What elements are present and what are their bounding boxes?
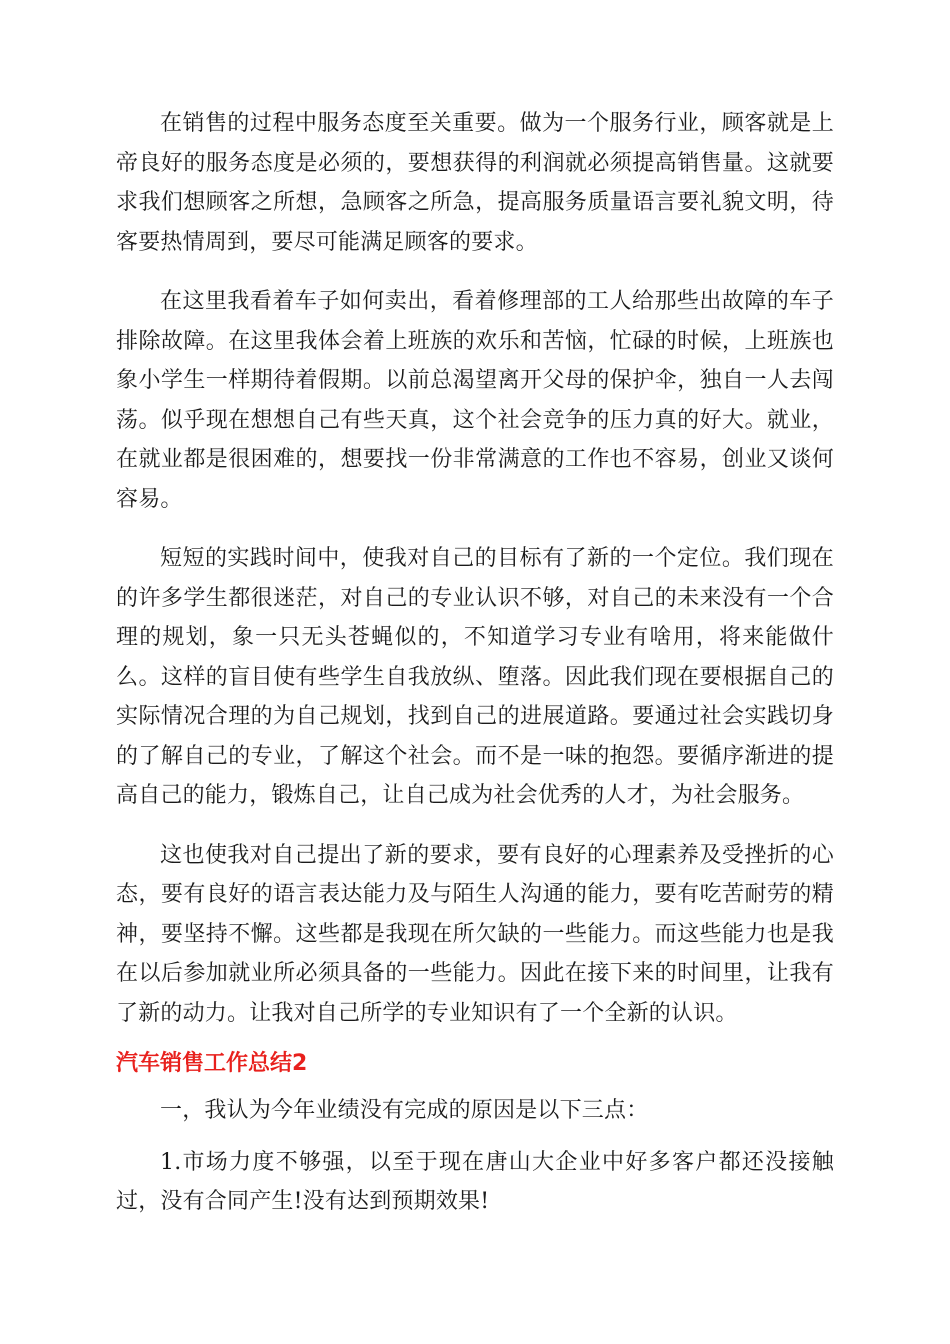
document-page xyxy=(116,104,834,1242)
paragraph-new-requirements: 这也使我对自己提出了新的要求，要有良好的心理素养及受挫折的心态，要有良好的语言表达能力及与陌生人沟通的能力，要有吃苦耐劳的精神，要坚持不懈。这些都是我现在所欠缺的一些能力。而这些能力也是我在以后参加就业所必须具备的一些能力。因此在接下来的时间里，让我有了新的动力。让我对自己所学的专业知识有了一个全新的认识。 xyxy=(116,842,834,1026)
paragraph-workplace-experience: 在这里我看着车子如何卖出，看着修理部的工人给那些出故障的车子排除故障。在这里我体会着上班族的欢乐和苦恼，忙碌的时候，上班族也象小学生一样期待着假期。以前总渴望离开父母的保护伞，独自一人去闯荡。似乎现在想想自己有些天真，这个社会竞争的压力真的好大。就业，在就业都是很困难的，想要找一份非常满意的工作也不容易，创业又谈何容易。 xyxy=(116,289,834,512)
paragraph-self-positioning: 短短的实践时间中，使我对自己的目标有了新的一个定位。我们现在的许多学生都很迷茫，对自己的专业认识不够，对自己的未来没有一个合理的规划，象一只无头苍蝇似的，不知道学习专业有啥用，将来能做什么。这样的盲目使有些学生自我放纵、堕落。因此我们现在要根据自己的实际情况合理的为自己规划，找到自己的进展道路。要通过社会实践切身的了解自己的专业，了解这个社会。而不是一味的抱怨。要循序渐进的提高自己的能力，锻炼自己，让自己成为社会优秀的人才，为社会服务。 xyxy=(116,546,834,808)
section-heading: 汽车销售工作总结2 xyxy=(116,1051,308,1076)
paragraph-reasons-intro: 一，我认为今年业绩没有完成的原因是以下三点： xyxy=(160,1098,649,1123)
paragraph-service-attitude: 在销售的过程中服务态度至关重要。做为一个服务行业，顾客就是上帝良好的服务态度是必须的，要想获得的利润就必须提高销售量。这就要求我们想顾客之所想，急顾客之所急，提高服务质量语言要礼貌文明，待客要热情周到，要尽可能满足顾客的要求。 xyxy=(116,111,834,255)
paragraph-reason-1: 1.市场力度不够强，以至于现在唐山大企业中好多客户都还没接触过，没有合同产生!没有达到预期效果! xyxy=(116,1149,834,1214)
